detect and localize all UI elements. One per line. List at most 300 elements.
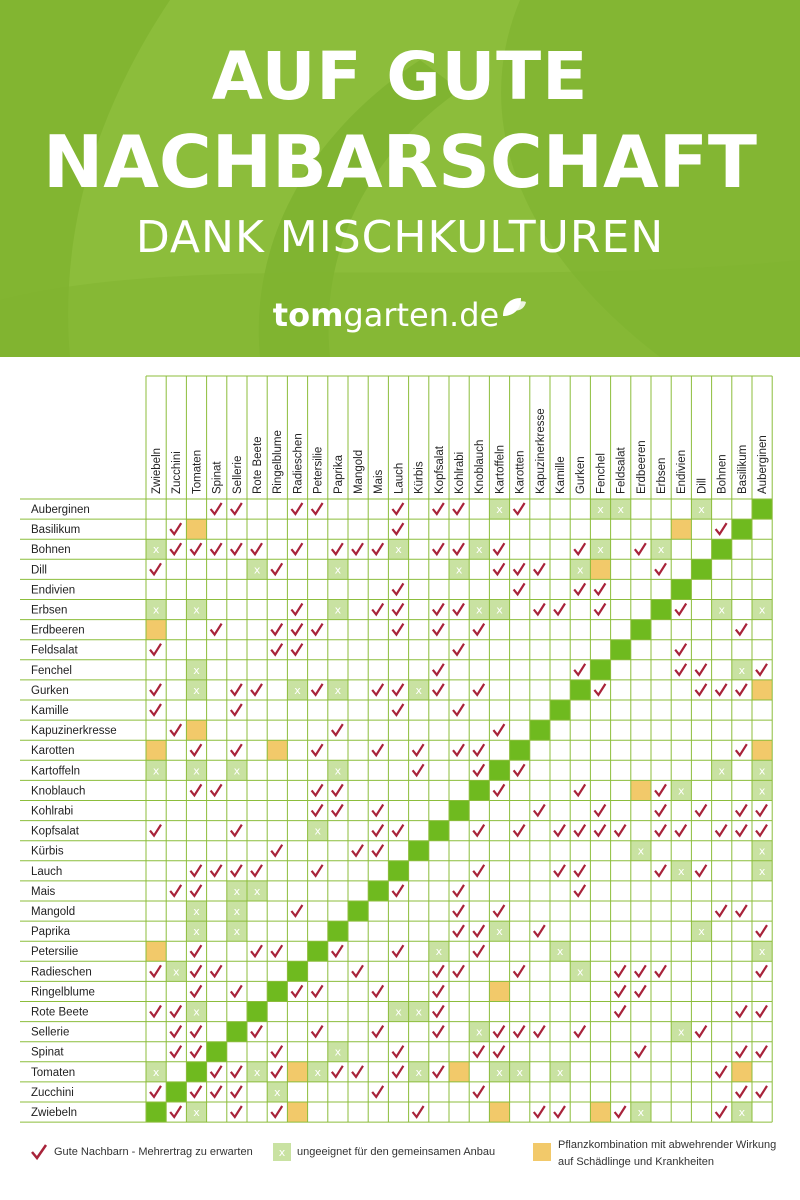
diagonal-cell	[611, 640, 631, 660]
legend-bad-label: ungeeignet für den gemeinsamen Anbau	[297, 1146, 496, 1158]
check-icon	[736, 825, 747, 836]
column-header: Erdbeeren	[635, 440, 648, 494]
unsuitable-mark: x	[637, 844, 645, 858]
check-icon	[433, 664, 444, 675]
check-icon	[756, 825, 767, 836]
unsuitable-mark: x	[294, 683, 301, 697]
column-header: Paprika	[332, 455, 345, 494]
unsuitable-mark: x	[455, 563, 463, 577]
check-icon	[392, 624, 403, 635]
check-icon	[554, 1106, 565, 1117]
defensive-cell	[489, 1102, 509, 1122]
unsuitable-mark: x	[496, 925, 503, 939]
unsuitable-mark: x	[193, 1005, 200, 1019]
check-icon	[231, 1066, 242, 1077]
unsuitable-mark: x	[637, 1106, 645, 1119]
check-icon	[574, 865, 585, 876]
check-icon	[251, 684, 262, 695]
check-icon	[615, 1106, 626, 1117]
check-icon	[736, 1046, 747, 1057]
unsuitable-mark: x	[476, 1025, 483, 1039]
check-icon	[433, 503, 444, 514]
check-icon	[534, 1106, 545, 1117]
check-icon	[170, 1106, 181, 1117]
defensive-cell	[287, 1062, 307, 1082]
check-icon	[716, 684, 727, 695]
check-icon	[433, 684, 444, 695]
column-header: Mais	[373, 469, 386, 494]
brand-bold: tom	[272, 296, 344, 334]
check-icon	[736, 1086, 747, 1097]
check-icon	[453, 965, 464, 976]
unsuitable-mark: x	[314, 824, 321, 838]
check-icon	[150, 563, 161, 574]
diagonal-cell	[570, 680, 590, 700]
check-icon	[655, 805, 666, 816]
defensive-cell	[732, 1062, 752, 1082]
check-icon	[190, 784, 201, 795]
row-label: Karotten	[31, 745, 75, 758]
diagonal-cell	[328, 921, 348, 941]
check-icon	[170, 1026, 181, 1037]
check-icon	[271, 1066, 282, 1077]
defensive-cell	[146, 941, 166, 961]
check-icon	[190, 744, 201, 755]
check-icon	[655, 965, 666, 976]
check-icon	[635, 543, 646, 554]
row-label: Kartoffeln	[31, 765, 81, 778]
column-header: Kartoffeln	[494, 444, 507, 494]
check-icon	[473, 865, 484, 876]
check-icon	[453, 644, 464, 655]
check-icon	[433, 965, 444, 976]
check-icon	[372, 985, 383, 996]
check-icon	[675, 604, 686, 615]
row-label: Erbsen	[31, 604, 68, 617]
check-icon	[433, 604, 444, 615]
check-icon	[271, 945, 282, 956]
unsuitable-mark: x	[617, 503, 624, 516]
row-label: Kohlrabi	[31, 805, 74, 818]
title-line-1: AUF GUTE	[211, 38, 589, 115]
check-icon	[615, 1006, 626, 1017]
diagonal-cell	[409, 841, 429, 861]
check-icon	[615, 965, 626, 976]
check-icon	[736, 805, 747, 816]
diagonal-cell	[691, 559, 711, 579]
check-icon	[736, 684, 747, 695]
check-icon	[695, 805, 706, 816]
check-icon	[736, 624, 747, 635]
row-label: Ringelblume	[31, 986, 95, 999]
check-icon	[211, 503, 222, 514]
check-icon	[514, 503, 525, 514]
unsuitable-mark: x	[173, 965, 180, 979]
unsuitable-mark: x	[415, 1005, 422, 1019]
unsuitable-mark: x	[253, 1065, 261, 1079]
diagonal-cell	[287, 961, 307, 981]
check-icon	[655, 865, 666, 876]
unsuitable-mark: x	[233, 764, 241, 778]
defensive-cell	[631, 780, 651, 800]
check-icon	[312, 1026, 323, 1037]
unsuitable-mark: x	[233, 905, 241, 918]
unsuitable-mark: x	[152, 1065, 160, 1079]
unsuitable-mark: x	[758, 945, 766, 959]
diagonal-cell	[469, 780, 489, 800]
check-icon	[312, 805, 323, 816]
defensive-cell	[590, 559, 610, 579]
defensive-cell	[146, 620, 166, 640]
check-icon	[190, 1026, 201, 1037]
unsuitable-mark: x	[738, 663, 746, 677]
defensive-cell	[186, 519, 206, 539]
unsuitable-mark: x	[556, 945, 564, 959]
check-icon	[231, 684, 242, 695]
check-icon	[453, 925, 464, 936]
check-icon	[211, 1086, 222, 1097]
check-icon	[756, 664, 767, 675]
unsuitable-mark: x	[152, 543, 160, 557]
check-icon	[392, 825, 403, 836]
diagonal-cell	[186, 1062, 206, 1082]
check-icon	[392, 503, 403, 514]
check-icon	[392, 885, 403, 896]
check-icon	[291, 543, 302, 554]
check-icon	[675, 644, 686, 655]
check-icon	[433, 1006, 444, 1017]
unsuitable-mark: x	[334, 683, 342, 697]
diagonal-cell	[308, 941, 328, 961]
check-icon	[392, 704, 403, 715]
defensive-cell	[449, 1062, 469, 1082]
check-icon	[392, 523, 403, 534]
check-icon	[493, 905, 504, 916]
row-label: Dill	[31, 564, 47, 577]
check-icon	[251, 945, 262, 956]
unsuitable-mark: x	[678, 1025, 685, 1039]
check-icon	[473, 825, 484, 836]
diagonal-cell	[449, 801, 469, 821]
check-icon	[473, 764, 484, 775]
check-icon	[190, 985, 201, 996]
column-header: Karotten	[514, 450, 527, 494]
check-icon	[392, 1046, 403, 1057]
column-header: Fenchel	[595, 453, 608, 494]
check-icon	[594, 684, 605, 695]
row-label: Radieschen	[31, 966, 92, 979]
check-icon	[716, 905, 727, 916]
check-icon	[574, 543, 585, 554]
unsuitable-mark: x	[334, 603, 342, 617]
column-header: Basilikum	[736, 444, 749, 494]
check-icon	[231, 704, 242, 715]
diagonal-cell	[489, 760, 509, 780]
check-icon	[615, 985, 626, 996]
column-header: Spinat	[211, 461, 224, 494]
check-icon	[291, 604, 302, 615]
diagonal-cell	[671, 579, 691, 599]
check-icon	[312, 624, 323, 635]
diagonal-cell	[267, 981, 287, 1001]
unsuitable-mark: x	[415, 1065, 422, 1079]
check-icon	[190, 543, 201, 554]
check-icon	[291, 644, 302, 655]
column-header: Dill	[696, 478, 709, 494]
row-label: Fenchel	[31, 664, 72, 677]
check-icon	[352, 1066, 363, 1077]
check-icon	[716, 1106, 727, 1117]
check-icon	[433, 624, 444, 635]
unsuitable-mark: x	[193, 1106, 200, 1119]
check-icon	[574, 1026, 585, 1037]
check-icon	[392, 1066, 403, 1077]
check-icon	[291, 624, 302, 635]
unsuitable-mark: x	[758, 764, 766, 778]
unsuitable-mark: x	[698, 925, 705, 939]
brand-rest: garten.de	[343, 296, 500, 334]
column-header: Kürbis	[413, 461, 426, 494]
row-label: Lauch	[31, 865, 63, 878]
row-label: Erdbeeren	[31, 624, 85, 637]
check-icon	[190, 945, 201, 956]
check-icon	[170, 885, 181, 896]
check-icon	[756, 1086, 767, 1097]
check-icon	[534, 563, 545, 574]
column-header: Tomaten	[191, 449, 204, 494]
check-icon	[150, 644, 161, 655]
check-icon	[312, 985, 323, 996]
check-icon	[332, 805, 343, 816]
unsuitable-mark: x	[577, 965, 584, 979]
check-icon	[493, 543, 504, 554]
diagonal-cell	[530, 720, 550, 740]
check-icon	[291, 503, 302, 514]
check-icon	[534, 1026, 545, 1037]
unsuitable-mark: x	[395, 1005, 402, 1019]
check-icon	[675, 825, 686, 836]
check-icon	[352, 543, 363, 554]
check-icon	[716, 825, 727, 836]
check-icon	[332, 543, 343, 554]
row-label: Spinat	[31, 1046, 64, 1059]
check-icon	[150, 684, 161, 695]
check-icon	[453, 503, 464, 514]
unsuitable-mark: x	[334, 1045, 342, 1059]
check-icon	[594, 805, 605, 816]
check-icon	[594, 604, 605, 615]
check-icon	[170, 1046, 181, 1057]
check-icon	[514, 965, 525, 976]
unsuitable-mark: x	[718, 603, 725, 617]
defensive-cell	[752, 740, 772, 760]
check-icon	[312, 744, 323, 755]
diagonal-cell	[247, 1002, 267, 1022]
check-icon	[473, 1046, 484, 1057]
diagonal-cell	[227, 1022, 247, 1042]
check-icon	[736, 1006, 747, 1017]
unsuitable-mark: x	[314, 1065, 321, 1079]
check-icon	[392, 684, 403, 695]
check-icon	[493, 1026, 504, 1037]
defensive-icon	[533, 1143, 551, 1161]
check-icon	[413, 764, 424, 775]
check-icon	[736, 744, 747, 755]
check-icon	[251, 1026, 262, 1037]
check-icon	[170, 523, 181, 534]
unsuitable-mark: x	[758, 844, 766, 858]
check-icon	[251, 865, 262, 876]
check-icon	[30, 1143, 48, 1161]
check-icon	[271, 1106, 282, 1117]
column-header: Erbsen	[656, 457, 668, 494]
unsuitable-mark: x	[758, 603, 766, 617]
unsuitable-mark: x	[233, 925, 241, 939]
check-icon	[453, 604, 464, 615]
check-icon	[453, 704, 464, 715]
row-label: Mangold	[31, 906, 76, 918]
check-icon	[736, 905, 747, 916]
row-label: Rote Beete	[31, 1006, 89, 1019]
check-icon	[352, 965, 363, 976]
column-header: Kopfsalat	[433, 446, 446, 494]
check-icon	[534, 925, 545, 936]
check-icon	[716, 523, 727, 534]
check-icon	[372, 604, 383, 615]
column-header: Radieschen	[292, 433, 305, 494]
unsuitable-mark: x	[193, 663, 200, 677]
check-icon	[493, 724, 504, 735]
check-icon	[251, 543, 262, 554]
row-label: Zwiebeln	[31, 1107, 78, 1119]
diagonal-cell	[550, 700, 570, 720]
check-icon	[554, 825, 565, 836]
diagonal-cell	[388, 861, 408, 881]
unsuitable-mark: x	[152, 603, 160, 617]
unsuitable-mark: x	[193, 603, 200, 617]
check-icon	[211, 865, 222, 876]
check-icon	[332, 1066, 343, 1077]
row-label: Paprika	[31, 926, 70, 939]
check-icon	[615, 825, 626, 836]
check-icon	[170, 724, 181, 735]
column-header: Knoblauch	[474, 439, 487, 494]
check-icon	[756, 1046, 767, 1057]
check-icon	[312, 865, 323, 876]
check-icon	[231, 744, 242, 755]
column-header: Petersilie	[312, 446, 325, 494]
column-header: Bohnen	[716, 454, 729, 494]
check-icon	[695, 664, 706, 675]
check-icon	[372, 1086, 383, 1097]
check-icon	[312, 684, 323, 695]
defensive-cell	[671, 519, 691, 539]
row-label: Auberginen	[31, 504, 90, 516]
unsuitable-mark: x	[395, 543, 402, 557]
row-label: Feldsalat	[31, 644, 78, 657]
check-icon	[372, 684, 383, 695]
defensive-cell	[590, 1102, 610, 1122]
check-icon	[271, 624, 282, 635]
check-icon	[493, 563, 504, 574]
row-label: Mais	[31, 885, 56, 898]
legend	[0, 1135, 800, 1195]
legend-good-label: Gute Nachbarn - Mehrertrag zu erwarten	[54, 1146, 253, 1158]
check-icon	[392, 604, 403, 615]
unsuitable-mark: x	[597, 503, 604, 516]
check-icon	[453, 885, 464, 896]
row-label: Kürbis	[31, 845, 64, 858]
row-label: Knoblauch	[31, 785, 86, 798]
check-icon	[594, 825, 605, 836]
subtitle: DANK MISCHKULTUREN	[135, 212, 665, 263]
check-icon	[372, 805, 383, 816]
check-icon	[473, 684, 484, 695]
legend-defense-label-1: Pflanzkombination mit abwehrender Wirkung	[558, 1139, 777, 1151]
diagonal-cell	[732, 519, 752, 539]
unsuitable-mark: x	[698, 503, 705, 516]
unsuitable-mark: x	[476, 543, 483, 557]
check-icon	[150, 825, 161, 836]
diagonal-cell	[166, 1082, 186, 1102]
check-icon	[332, 724, 343, 735]
check-icon	[372, 744, 383, 755]
diagonal-cell	[429, 821, 449, 841]
column-header: Feldsalat	[615, 447, 628, 494]
check-icon	[372, 845, 383, 856]
title-line-2: NACHBARSCHAFT	[42, 120, 758, 204]
diagonal-cell	[631, 620, 651, 640]
check-icon	[291, 985, 302, 996]
unsuitable-mark: x	[476, 603, 483, 617]
unsuitable-mark: x	[718, 764, 725, 778]
check-icon	[756, 1006, 767, 1017]
unsuitable-mark: x	[193, 925, 200, 939]
check-icon	[695, 684, 706, 695]
check-icon	[170, 543, 181, 554]
check-icon	[514, 764, 525, 775]
unsuitable-mark: x	[496, 1065, 503, 1079]
unsuitable-mark: x	[233, 884, 241, 898]
check-icon	[291, 905, 302, 916]
check-icon	[271, 563, 282, 574]
svg-text:x: x	[278, 1146, 286, 1159]
check-icon	[635, 1046, 646, 1057]
unsuitable-mark: x	[577, 563, 584, 577]
check-icon	[756, 925, 767, 936]
check-icon	[675, 664, 686, 675]
row-label: Petersilie	[31, 946, 79, 959]
diagonal-cell	[510, 740, 530, 760]
check-icon	[312, 784, 323, 795]
check-icon	[514, 563, 525, 574]
check-icon	[453, 543, 464, 554]
column-header: Kohlrabi	[454, 451, 466, 494]
defensive-cell	[752, 680, 772, 700]
check-icon	[231, 825, 242, 836]
column-header: Lauch	[393, 462, 406, 494]
check-icon	[170, 1006, 181, 1017]
check-icon	[190, 1086, 201, 1097]
column-header: Endivien	[676, 449, 689, 494]
check-icon	[594, 583, 605, 594]
check-icon	[695, 865, 706, 876]
check-icon	[372, 1026, 383, 1037]
check-icon	[231, 503, 242, 514]
check-icon	[473, 945, 484, 956]
diagonal-cell	[712, 539, 732, 559]
check-icon	[150, 1006, 161, 1017]
